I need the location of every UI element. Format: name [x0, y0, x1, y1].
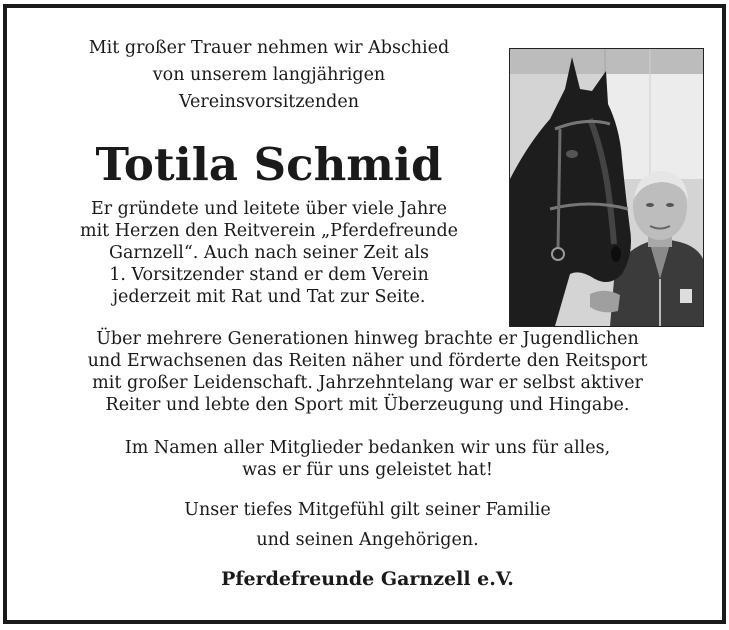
- horse-and-man-photo: [509, 48, 704, 327]
- intro-line: von unserem langjährigen: [152, 65, 386, 85]
- deceased-name: Totila Schmid: [95, 138, 443, 191]
- paragraph-line: mit Herzen den Reitverein „Pferdefreunde: [79, 221, 459, 241]
- paragraph-line: Unser tiefes Mitgefühl gilt seiner Familie: [184, 500, 551, 520]
- paragraph-line: jederzeit mit Rat und Tat zur Seite.: [112, 287, 426, 307]
- founding-paragraph: [29, 198, 509, 308]
- intro-line: Mit großer Trauer nehmen wir Abschied: [88, 38, 450, 58]
- photo-illustration: [510, 49, 703, 326]
- paragraph-line: 1. Vorsitzender stand er dem Verein: [109, 265, 429, 285]
- paragraph-line: Reiter und lebte den Sport mit Überzeugung und Hingabe.: [105, 395, 630, 415]
- paragraph-line: Er gründete und leitete über viele Jahre: [90, 199, 448, 219]
- paragraph-line: Garnzell“. Auch nach seiner Zeit als: [109, 243, 429, 263]
- thanks-paragraph: [7, 437, 728, 481]
- obituary-frame: [3, 4, 726, 624]
- paragraph-line: mit großer Leidenschaft. Jahrzehntelang war er selbst aktiver: [92, 373, 643, 393]
- intro-line: Vereinsvorsitzenden: [178, 92, 360, 112]
- sympathy-paragraph: [7, 495, 728, 555]
- club-signature: Pferdefreunde Garnzell e.V.: [221, 568, 514, 590]
- paragraph-line: und Erwachsenen das Reiten näher und förderte den Reitsport: [87, 351, 648, 371]
- tribute-paragraph: [7, 328, 728, 416]
- intro-text: [29, 35, 509, 116]
- paragraph-line: was er für uns geleistet hat!: [242, 460, 493, 480]
- paragraph-line: Über mehrere Generationen hinweg brachte er Jugendlichen: [96, 329, 639, 349]
- paragraph-line: und seinen Angehörigen.: [256, 530, 479, 550]
- paragraph-line: Im Namen aller Mitglieder bedanken wir uns für alles,: [124, 438, 611, 458]
